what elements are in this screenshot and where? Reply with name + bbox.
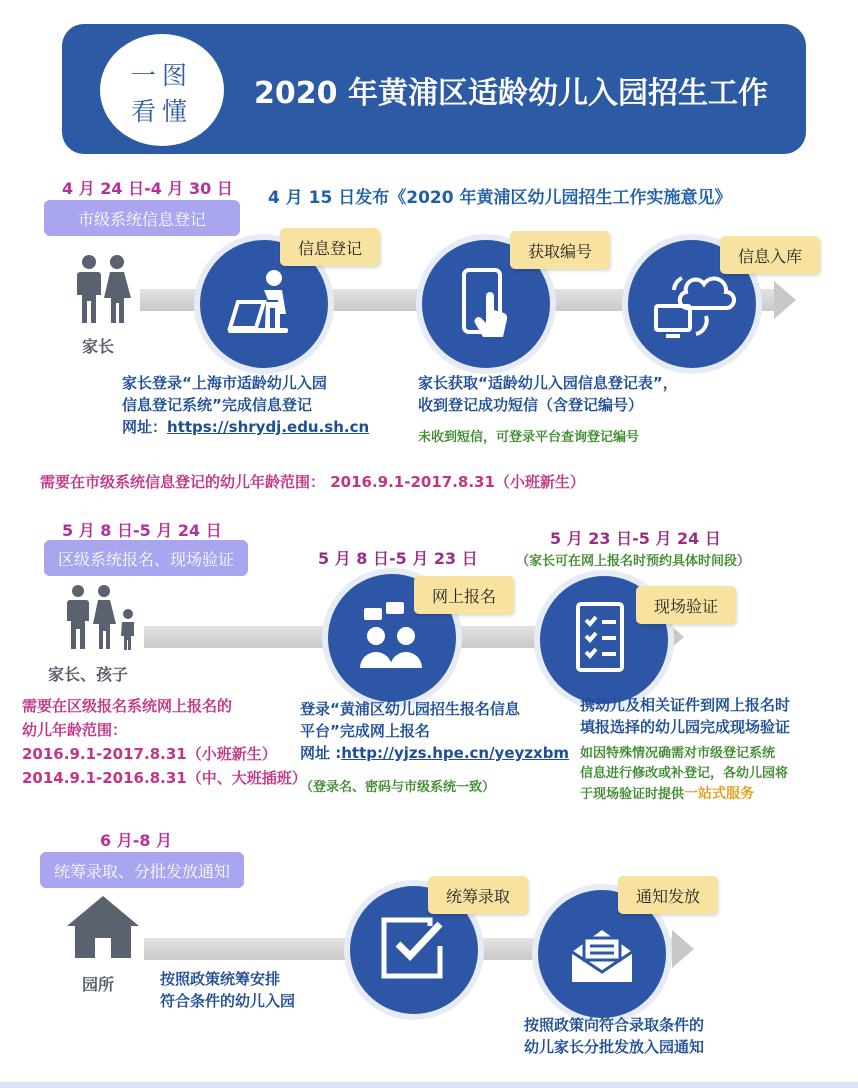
step-tag-number: 获取编号 <box>510 231 610 269</box>
header-badge <box>100 34 224 146</box>
one-stop-service-highlight: 一站式服务 <box>684 786 755 802</box>
note-prefix: 于现场验证时提供 <box>580 787 685 802</box>
step-tag-admission: 统筹录取 <box>428 876 528 914</box>
bottom-strip <box>0 1082 858 1088</box>
stage1-label: 市级系统信息登记 <box>44 200 240 236</box>
stage1-desc2 <box>418 372 678 416</box>
stage2-note-line3 <box>580 784 788 805</box>
stage2-age-line1: 需要在区级报名系统网上报名的 <box>22 697 233 715</box>
stage2-url-line <box>300 742 569 764</box>
badge-line-2: 看懂 <box>130 97 193 126</box>
register-url-link[interactable]: https://shrydj.edu.sh.cn <box>167 418 370 436</box>
parents-icon <box>72 254 134 326</box>
stage2-desc1-line1: 登录“黄浦区幼儿园招生报名信息 <box>300 700 520 718</box>
stage3-arrow-head <box>672 930 694 968</box>
stage3-desc2-line2: 幼儿家长分批发放入园通知 <box>524 1038 705 1056</box>
stage1-desc1-line1: 家长登录“上海市适龄幼儿入园 <box>122 374 327 392</box>
stage2-step2-note: （家长可在网上报名时预约具体时间段） <box>516 554 751 569</box>
stage1-desc2-line1: 家长获取“适龄幼儿入园信息登记表”， <box>418 374 678 392</box>
stage1-desc2-line2: 收到登记成功短信（含登记编号） <box>418 396 644 414</box>
stage1-url-line <box>122 416 369 438</box>
step-tag-register: 信息登记 <box>280 228 380 266</box>
stage3-date: 6 月-8 月 <box>100 831 173 850</box>
stage2-age-range <box>22 694 307 790</box>
step-tag-verify: 现场验证 <box>636 586 736 624</box>
stage2-age-line2: 幼儿年龄范围： <box>22 721 128 739</box>
stage2-step2-date: 5 月 23 日-5 月 24 日 <box>550 529 721 548</box>
step-tag-online-signup: 网上报名 <box>414 576 514 614</box>
stage1-desc1-line2: 信息登记系统”完成信息登记 <box>122 396 312 414</box>
stage1-date: 4 月 24 日-4 月 30 日 <box>62 179 233 198</box>
stage2-step1-date: 5 月 8 日-5 月 23 日 <box>318 549 478 568</box>
stage2-note-line1: 如因特殊情况确需对市级登记系统 <box>580 746 776 761</box>
family-icon <box>62 584 140 654</box>
stage3-desc2 <box>524 1014 704 1058</box>
step-tag-storage: 信息入库 <box>720 236 820 274</box>
publish-notice: 4 月 15 日发布《2020 年黄浦区幼儿园招生工作实施意见》 <box>268 188 732 208</box>
stage2-actor: 家长、孩子 <box>48 665 129 684</box>
stage2-date: 5 月 8 日-5 月 24 日 <box>62 521 222 540</box>
url-prefix: 网址： <box>122 418 168 436</box>
url-prefix: 网址 : <box>300 744 342 762</box>
stage2-desc1 <box>300 698 569 764</box>
stage2-desc1-note: （登录名、密码与市级系统一致） <box>300 780 496 795</box>
stage3-desc1 <box>160 968 295 1012</box>
stage2-desc2-line1: 携幼儿及相关证件到网上报名时 <box>580 696 791 714</box>
house-icon <box>64 892 142 962</box>
signup-url-link[interactable]: http://yjzs.hpe.cn/yeyzxbm <box>341 744 570 762</box>
stage2-desc2-note <box>580 744 788 805</box>
stage3-label: 统筹录取、分批发放通知 <box>40 852 244 888</box>
stage2-desc2 <box>580 694 790 738</box>
stage1-actor: 家长 <box>82 337 115 356</box>
stage2-desc1-line2: 平台”完成网上报名 <box>300 722 430 740</box>
stage3-desc1-line2: 符合条件的幼儿入园 <box>160 992 296 1010</box>
step-tag-notify: 通知发放 <box>618 876 718 914</box>
stage1-desc1 <box>122 372 369 438</box>
stage2-note-line2: 信息进行修改或补登记，各幼儿园将 <box>580 766 789 781</box>
stage1-desc2-note: 未收到短信，可登录平台查询登记编号 <box>418 430 640 445</box>
page-title: 2020 年黄浦区适龄幼儿入园招生工作 <box>254 76 768 111</box>
stage3-desc2-line1: 按照政策向符合录取条件的 <box>524 1016 705 1034</box>
stage2-label: 区级系统报名、现场验证 <box>44 540 248 576</box>
stage3-desc1-line1: 按照政策统筹安排 <box>160 970 281 988</box>
stage2-age-line4: 2014.9.1-2016.8.31（中、大班插班） <box>22 769 307 787</box>
stage1-arrow-head <box>774 281 796 319</box>
stage3-actor: 园所 <box>82 975 115 994</box>
badge-line-1: 一图 <box>130 61 193 90</box>
stage1-age-range: 需要在市级系统信息登记的幼儿年龄范围： 2016.9.1-2017.8.31（小班新生） <box>40 473 585 491</box>
stage2-age-line3: 2016.9.1-2017.8.31（小班新生） <box>22 745 277 763</box>
stage2-desc2-line2: 填报选择的幼儿园完成现场验证 <box>580 718 791 736</box>
